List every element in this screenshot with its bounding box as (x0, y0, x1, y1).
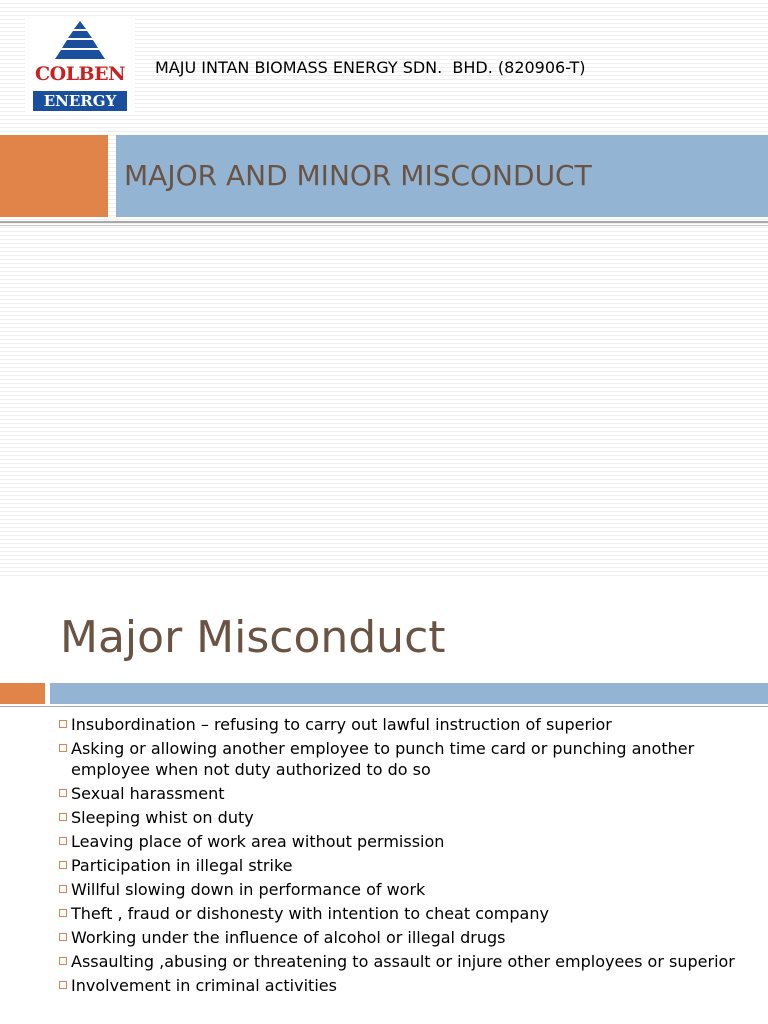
list-item (0, 879, 740, 900)
hollow-square-bullet-icon (59, 789, 67, 797)
list-item-text: Theft , fraud or dishonesty with intention to cheat company (71, 904, 549, 923)
stacked-triangle-logo-icon (53, 21, 107, 65)
list-item-text: Participation in illegal strike (71, 856, 293, 875)
list-item-text: Insubordination – refusing to carry out lawful instruction of superior (71, 715, 612, 734)
company-name: MAJU INTAN BIOMASS ENERGY SDN. BHD. (820906-T) (155, 58, 586, 77)
list-item (0, 738, 740, 780)
list-item (0, 783, 740, 804)
list-item (0, 831, 740, 852)
list-item-text: Willful slowing down in performance of work (71, 880, 426, 899)
hollow-square-bullet-icon (59, 837, 67, 845)
hollow-square-bullet-icon (59, 981, 67, 989)
list-item-text: Working under the influence of alcohol or illegal drugs (71, 928, 506, 947)
list-item (0, 807, 740, 828)
heading-bar (50, 683, 768, 704)
hollow-square-bullet-icon (59, 933, 67, 941)
list-item (0, 714, 740, 735)
hollow-square-bullet-icon (59, 813, 67, 821)
list-item (0, 855, 740, 876)
hollow-square-bullet-icon (59, 861, 67, 869)
list-item-text: Asking or allowing another employee to punch time card or punching another employee when not duty authorized to do so (71, 739, 695, 779)
divider-line-thin (0, 225, 768, 226)
title-accent-block (0, 135, 108, 217)
content-slide (0, 576, 768, 1024)
misconduct-list (0, 714, 740, 999)
list-item-text: Assaulting ,abusing or threatening to assault or injure other employees or superior (71, 952, 735, 971)
logo-word-energy: ENERGY (33, 91, 127, 111)
slide-title: MAJOR AND MINOR MISCONDUCT (124, 159, 592, 192)
list-item (0, 903, 740, 924)
list-item-text: Sexual harassment (71, 784, 225, 803)
hollow-square-bullet-icon (59, 957, 67, 965)
list-item (0, 927, 740, 948)
logo-word-colben: COLBEN (35, 63, 125, 85)
hollow-square-bullet-icon (59, 744, 67, 752)
divider-line (0, 221, 768, 223)
list-item-text: Involvement in criminal activities (71, 976, 337, 995)
list-item-text: Sleeping whist on duty (71, 808, 254, 827)
title-bar (116, 135, 768, 217)
company-logo (25, 17, 135, 113)
hollow-square-bullet-icon (59, 909, 67, 917)
slide-heading: Major Misconduct (60, 612, 446, 663)
hollow-square-bullet-icon (59, 720, 67, 728)
hollow-square-bullet-icon (59, 885, 67, 893)
list-item-text: Leaving place of work area without permission (71, 832, 445, 851)
heading-accent-block (0, 683, 45, 704)
list-item (0, 951, 740, 972)
divider-line (0, 706, 768, 707)
list-item (0, 975, 740, 996)
